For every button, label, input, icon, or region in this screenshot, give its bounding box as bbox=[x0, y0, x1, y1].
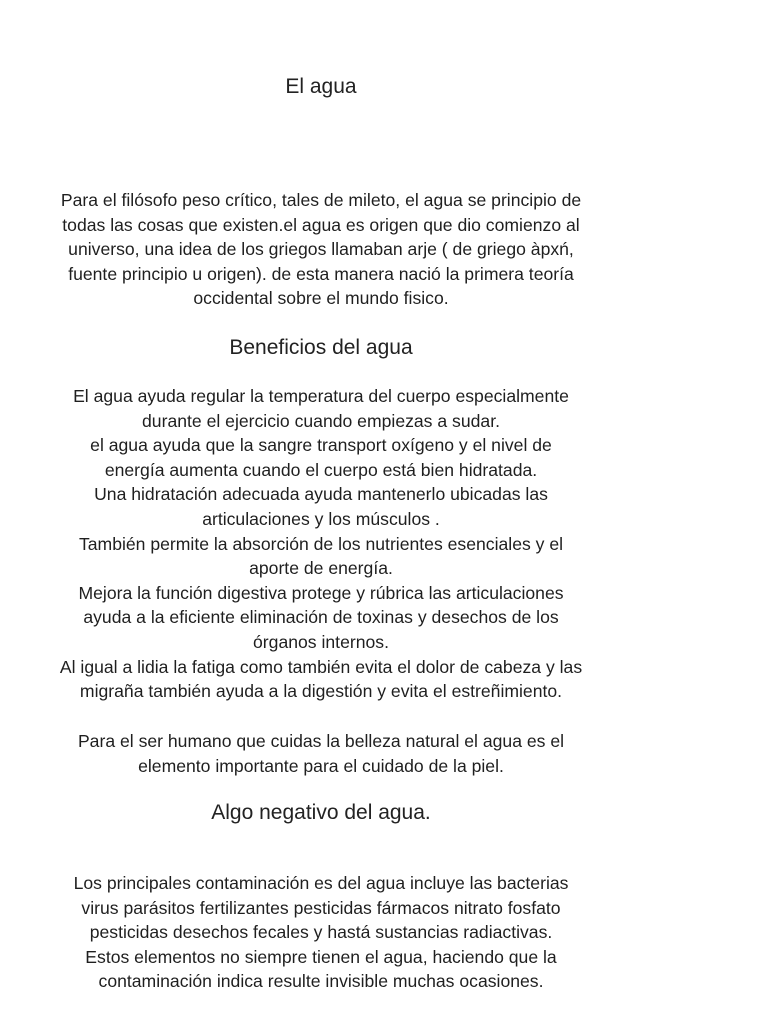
benefits-line: articulaciones y los músculos . bbox=[202, 508, 440, 529]
benefits-line: aporte de energía. bbox=[249, 558, 393, 579]
skin-line: elemento importante para el cuidado de la piel. bbox=[138, 755, 504, 776]
skin-paragraph bbox=[0, 729, 642, 778]
benefits-paragraph bbox=[0, 384, 642, 704]
intro-line: fuente principio u origen). de esta manera nació la primera teoría bbox=[68, 263, 574, 284]
negative-line: pesticidas desechos fecales y hastá sustancias radiactivas. bbox=[89, 922, 553, 943]
intro-line: occidental sobre el mundo fisico. bbox=[193, 288, 449, 309]
negative-line: virus parásitos fertilizantes pesticidas fármacos nitrato fosfato bbox=[81, 897, 561, 918]
benefits-line: Mejora la función digestiva protege y rúbrica las articulaciones bbox=[78, 582, 564, 603]
benefits-line: el agua ayuda que la sangre transport oxígeno y el nivel de bbox=[90, 435, 552, 456]
benefits-line: También permite la absorción de los nutrientes esenciales y el bbox=[78, 533, 564, 554]
negative-heading: Algo negativo del agua. bbox=[211, 801, 431, 824]
page-title: El agua bbox=[285, 75, 357, 98]
benefits-line: Una hidratación adecuada ayuda mantenerlo ubicadas las bbox=[94, 484, 548, 505]
benefits-heading: Beneficios del agua bbox=[229, 336, 413, 359]
skin-line: Para el ser humano que cuidas la belleza natural el agua es el bbox=[77, 731, 565, 751]
intro-line: universo, una idea de los griegos llamaban arje ( de griego àpxń, bbox=[68, 239, 574, 260]
benefits-line: Al igual a lidia la fatiga como también evita el dolor de cabeza y las bbox=[59, 656, 583, 677]
intro-paragraph bbox=[0, 188, 642, 311]
benefits-line: energía aumenta cuando el cuerpo está bien hidratada. bbox=[104, 459, 538, 480]
negative-line: Los principales contaminación es del agua incluye las bacterias bbox=[73, 873, 569, 893]
benefits-line: durante el ejercicio cuando empiezas a sudar. bbox=[142, 410, 500, 431]
intro-line: todas las cosas que existen.el agua es origen que dio comienzo al bbox=[62, 214, 580, 235]
negative-paragraph bbox=[0, 871, 642, 994]
benefits-line: migraña también ayuda a la digestión y evita el estreñimiento. bbox=[79, 681, 563, 702]
benefits-line: El agua ayuda regular la temperatura del cuerpo especialmente bbox=[73, 386, 569, 406]
negative-line: contaminación indica resulte invisible muchas ocasiones. bbox=[98, 971, 544, 992]
negative-line: Estos elementos no siempre tienen el agua, haciendo que la bbox=[85, 946, 557, 967]
intro-line: Para el filósofo peso crítico, tales de mileto, el agua se principio de bbox=[60, 190, 582, 210]
benefits-line: ayuda a la eficiente eliminación de toxinas y desechos de los bbox=[83, 607, 559, 628]
benefits-line: órganos internos. bbox=[253, 631, 389, 652]
